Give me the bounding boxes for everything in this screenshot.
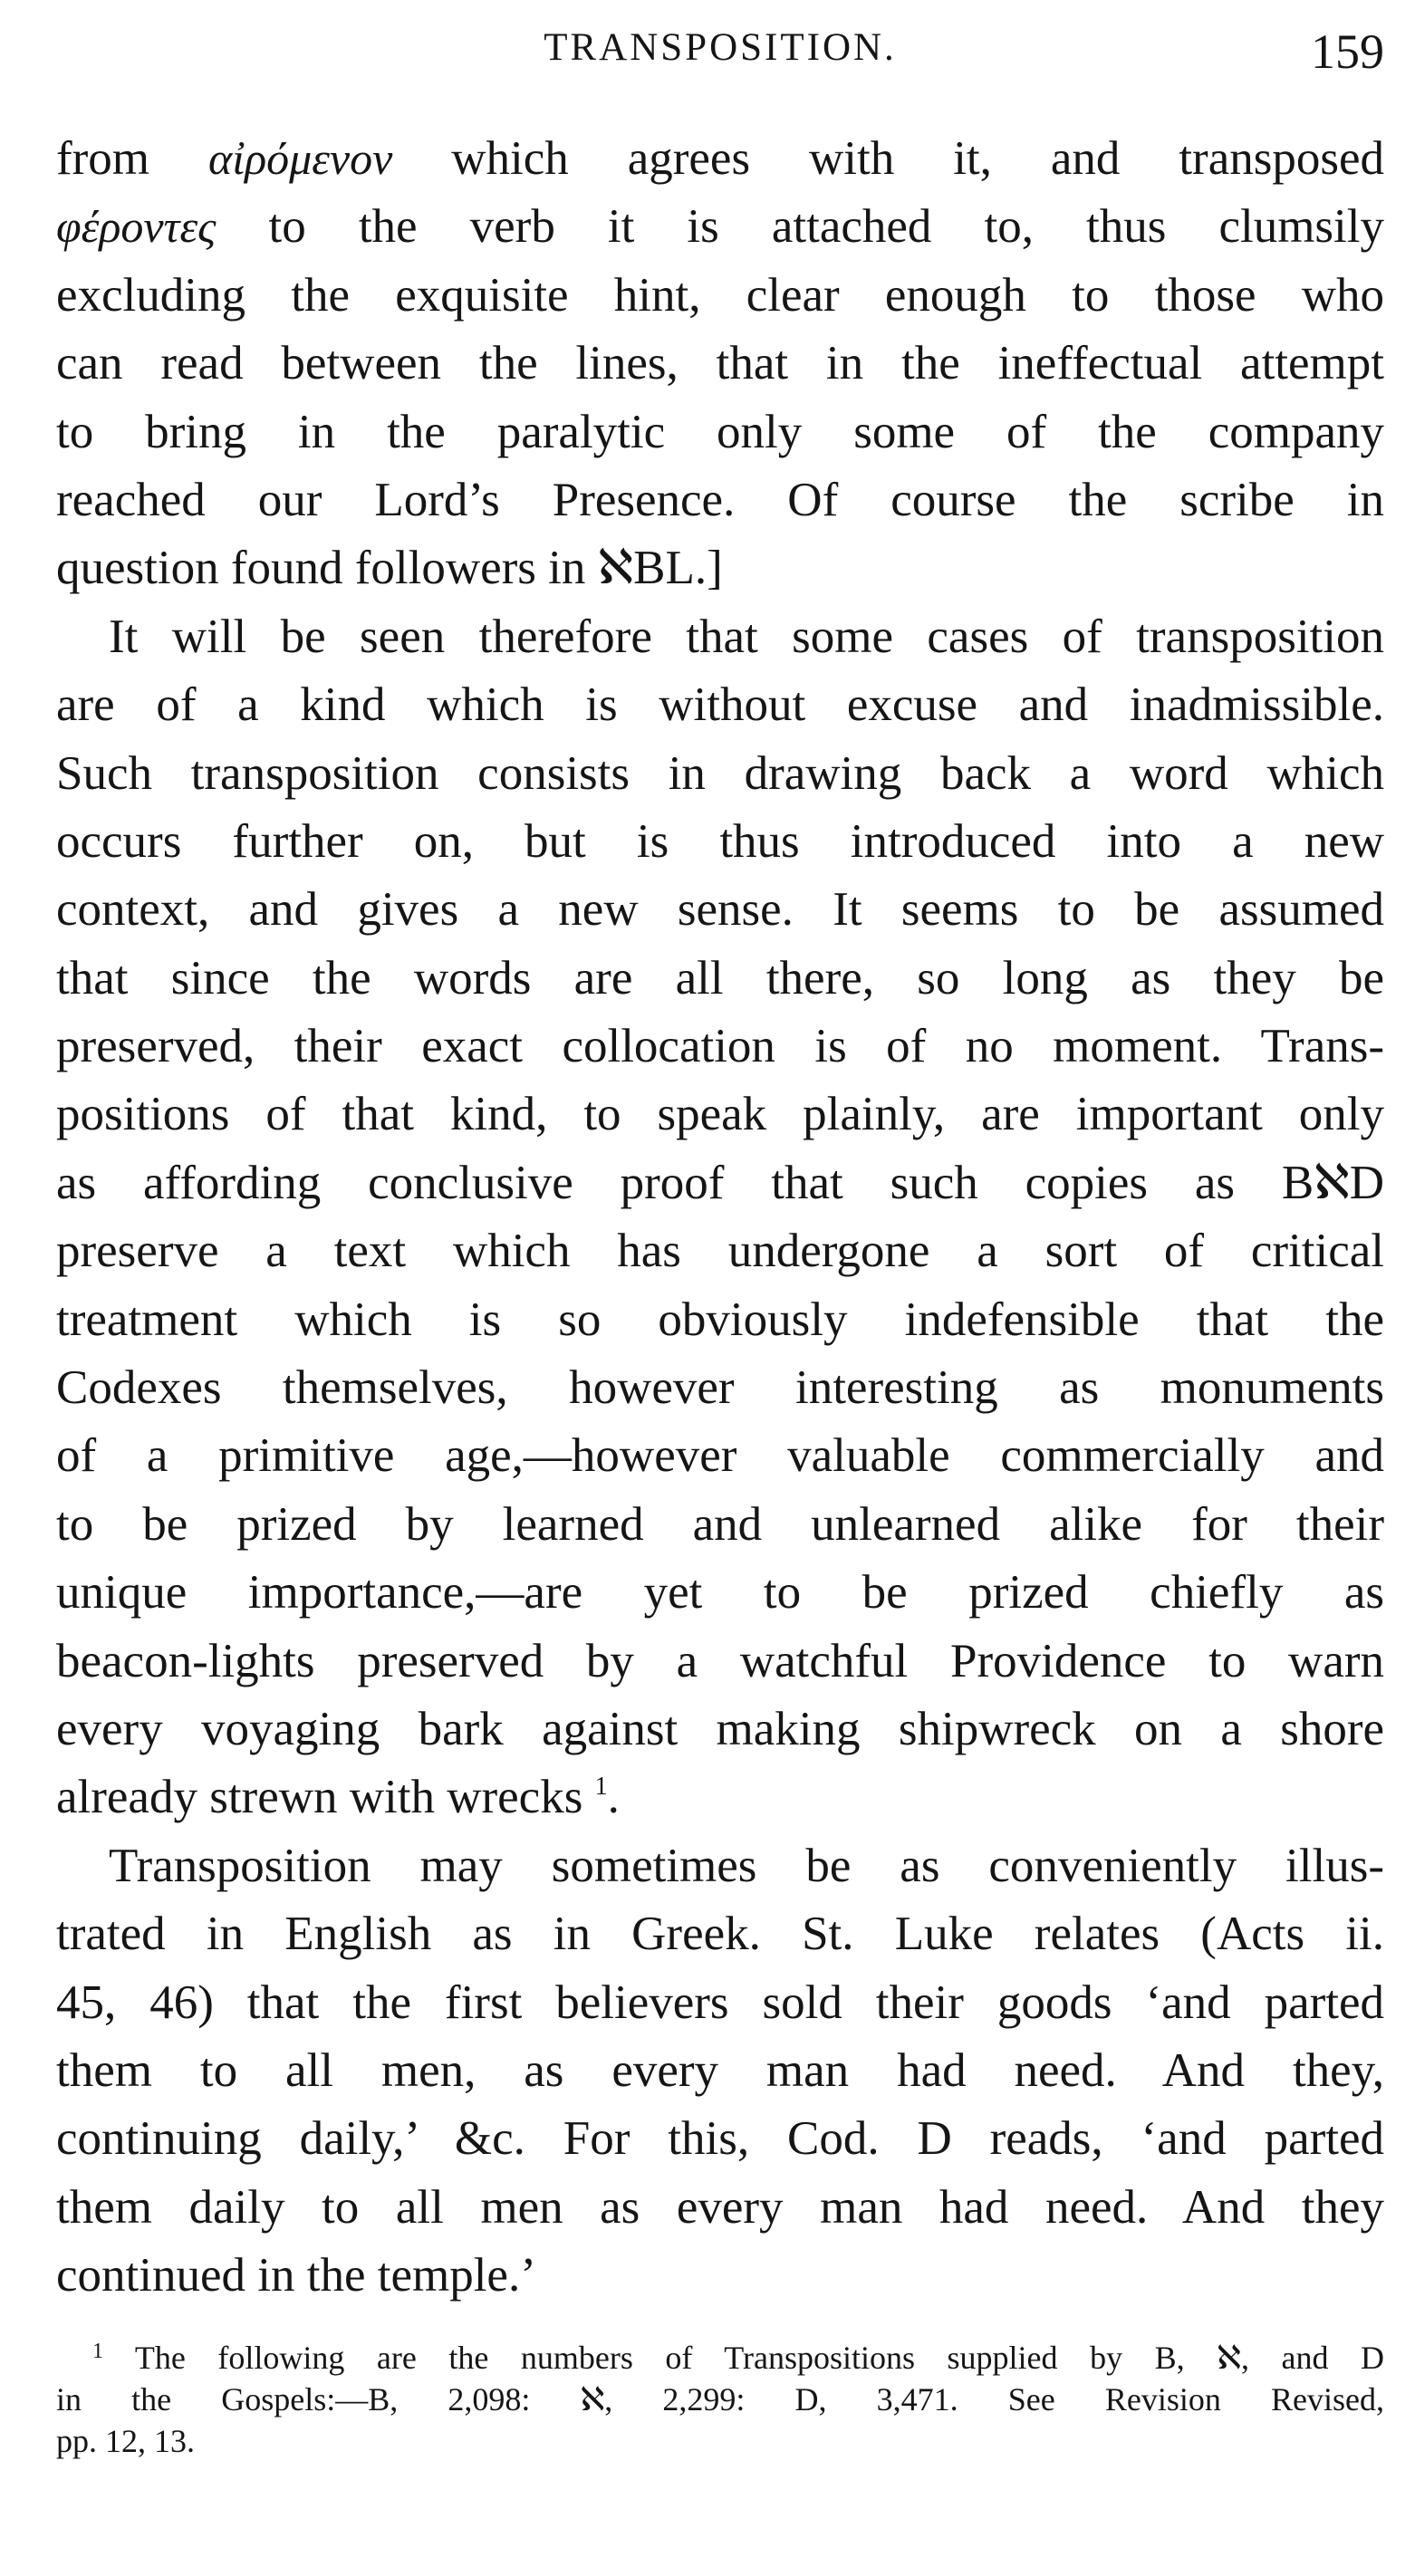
text-line: of a primitive age,—however valuable commercially and	[56, 1429, 1384, 1483]
footnote-line: $^1$ The following are the numbers of Transpositions supplied by B, ℵ, and D	[92, 2340, 1384, 2376]
text-line: question found followers in ℵBL.]	[56, 542, 723, 595]
body-text	[56, 125, 1384, 2311]
footnote-line: in the Gospels:—B, 2,098: ℵ, 2,299: D, 3,471. See Revision Revised,	[56, 2381, 1384, 2417]
text-line: continued in the temple.’	[56, 2249, 536, 2302]
paragraph-start-line: Transposition may sometimes be as conveniently illus-	[109, 1839, 1384, 1892]
text-line: φέροντες to the verb it is attached to, thus clumsily	[56, 200, 1384, 254]
text-line: them to all men, as every man had need. And they,	[56, 2043, 1384, 2097]
greek-word: φέροντες	[56, 201, 217, 253]
text-line: preserve a text which has undergone a sort of critical	[56, 1225, 1384, 1278]
page-number: 159	[1311, 24, 1384, 79]
text-line: 45, 46) that the first believers sold their goods ‘and parted	[56, 1975, 1384, 2029]
text-line: unique importance,—are yet to be prized chiefly as	[56, 1566, 1384, 1620]
text-line: from αἰρόμενον which agrees with it, and transposed	[56, 132, 1384, 185]
text-line: continuing daily,’ &c. For this, Cod. D reads, ‘and parted	[56, 2112, 1384, 2166]
text-line: to bring in the paralytic only some of the company	[56, 405, 1384, 458]
footnote-reference: 1	[594, 1773, 608, 1802]
footnote	[56, 2337, 1384, 2462]
text-line: Codexes themselves, however interesting as monuments	[56, 1361, 1384, 1415]
text-line: are of a kind which is without excuse and inadmissible.	[56, 678, 1384, 732]
text-line: positions of that kind, to speak plainly, are important only	[56, 1088, 1384, 1141]
text-line: context, and gives a new sense. It seems to be assumed	[56, 883, 1384, 937]
running-head	[56, 20, 1384, 92]
greek-word: αἰρόμενον	[207, 133, 393, 184]
text-line: Such transposition consists in drawing back a word which	[56, 746, 1384, 800]
text-line: as affording conclusive proof that such copies as BℵD	[56, 1156, 1384, 1209]
text-line: trated in English as in Greek. St. Luke relates (Acts ii.	[56, 1908, 1384, 1961]
text-line: every voyaging bark against making shipwreck on a shore	[56, 1702, 1384, 1755]
text-line: that since the words are all there, so long as they be	[56, 951, 1384, 1004]
text-line: already strewn with wrecks $^1$.	[56, 1771, 620, 1824]
text-line: can read between the lines, that in the ineffectual attempt	[56, 337, 1384, 390]
text-line: preserved, their exact collocation is of no moment. Trans-	[56, 1020, 1384, 1073]
text-line: treatment which is so obviously indefensible that the	[56, 1293, 1384, 1346]
text-line: reached our Lord’s Presence. Of course the scribe in	[56, 473, 1384, 526]
text-line: beacon-lights preserved by a watchful Providence to warn	[56, 1634, 1384, 1687]
text-line: excluding the exquisite hint, clear enough to those who	[56, 268, 1384, 322]
footnote-mark: 1	[92, 2340, 103, 2363]
footnote-line: pp. 12, 13.	[56, 2423, 195, 2459]
text-line: to be prized by learned and unlearned alike for their	[56, 1497, 1384, 1551]
paragraph-start-line: It will be seen therefore that some cases of transposition	[109, 610, 1384, 663]
text-line: them daily to all men as every man had need. And they	[56, 2180, 1384, 2234]
text-line: occurs further on, but is thus introduced into a new	[56, 814, 1384, 868]
running-title: TRANSPOSITION.	[544, 26, 897, 69]
